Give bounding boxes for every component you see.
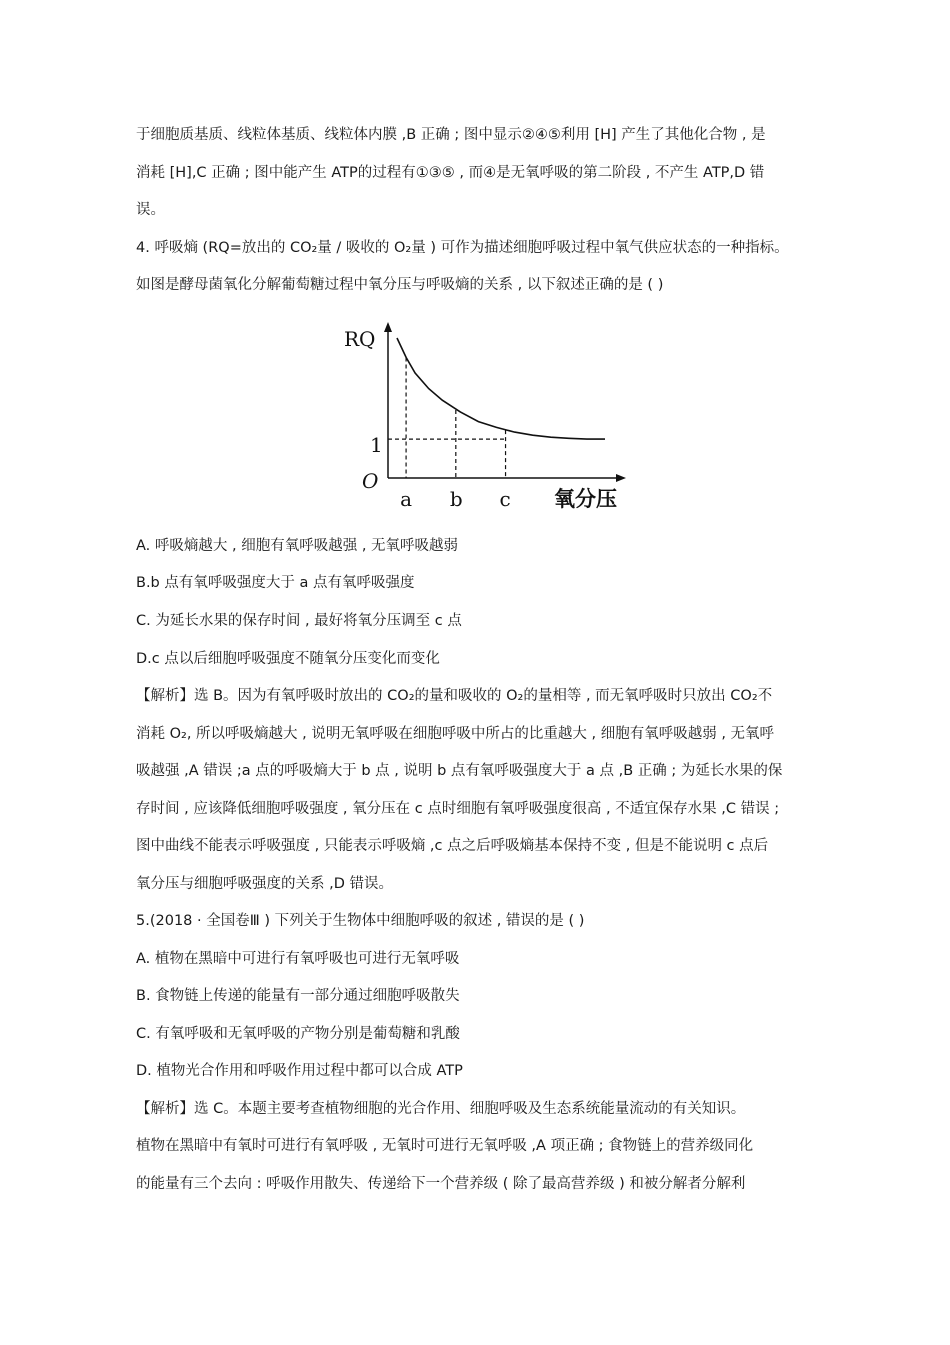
- x-point-label-b: b: [449, 487, 463, 511]
- rq-curve: [397, 338, 605, 439]
- option-a: A. 呼吸熵越大 , 细胞有氧呼吸越强 , 无氧呼吸越弱: [136, 538, 459, 554]
- x-axis-arrow: [616, 474, 626, 482]
- analysis-line: 植物在黑暗中有氧时可进行有氧呼吸 , 无氧时可进行无氧呼吸 ,A 项正确 ; 食物链上的营养级同化: [136, 1138, 754, 1154]
- analysis-line: 氧分压与细胞呼吸强度的关系 ,D 错误。: [136, 876, 393, 892]
- analysis-line: 【解析】选 C。本题主要考查植物细胞的光合作用、细胞呼吸及生态系统能量流动的有关知识。: [136, 1101, 746, 1117]
- x-point-label-a: a: [400, 487, 413, 511]
- y-axis-label: RQ: [344, 327, 376, 351]
- text-line: 消耗 [H],C 正确 ; 图中能产生 ATP的过程有①③⑤ , 而④是无氧呼吸的第二阶段 , 不产生 ATP,D 错: [136, 165, 765, 181]
- option-d: D.c 点以后细胞呼吸强度不随氧分压变化而变化: [136, 651, 440, 667]
- question-4-stem: 4. 呼吸熵 (RQ=放出的 CO₂量 / 吸收的 O₂量 ) 可作为描述细胞呼吸过程中氧气供应状态的一种指标。: [136, 240, 789, 256]
- option-a: A. 植物在黑暗中可进行有氧呼吸也可进行无氧呼吸: [136, 951, 460, 967]
- question-5-stem: 5.(2018 · 全国卷Ⅲ ) 下列关于生物体中细胞呼吸的叙述 , 错误的是 ( ): [136, 913, 585, 929]
- analysis-line: 【解析】选 B。因为有氧呼吸时放出的 CO₂的量和吸收的 O₂的量相等 , 而无氧呼吸时只放出 CO₂不: [136, 688, 773, 704]
- option-d: D. 植物光合作用和呼吸作用过程中都可以合成 ATP: [136, 1063, 463, 1079]
- x-point-label-c: c: [499, 487, 511, 511]
- y-tick-label: 1: [370, 433, 383, 457]
- option-c: C. 为延长水果的保存时间 , 最好将氧分压调至 c 点: [136, 613, 462, 629]
- analysis-line: 存时间 , 应该降低细胞呼吸强度 , 氧分压在 c 点时细胞有氧呼吸强度很高 , 不适宜保存水果 ,C 错误 ;: [136, 801, 780, 817]
- question-4-stem-2: 如图是酵母菌氧化分解葡萄糖过程中氧分压与呼吸熵的关系 , 以下叙述正确的是 ( ): [136, 277, 664, 293]
- analysis-line: 图中曲线不能表示呼吸强度 , 只能表示呼吸熵 ,c 点之后呼吸熵基本保持不变 , 但是不能说明 c 点后: [136, 838, 769, 854]
- analysis-line: 的能量有三个去向 : 呼吸作用散失、传递给下一个营养级 ( 除了最高营养级 ) 和被分解者分解利: [136, 1176, 746, 1192]
- y-axis-arrow: [384, 322, 392, 332]
- option-c: C. 有氧呼吸和无氧呼吸的产物分别是葡萄糖和乳酸: [136, 1026, 460, 1042]
- option-b: B. 食物链上传递的能量有一部分通过细胞呼吸散失: [136, 988, 460, 1004]
- rq-chart-svg: [330, 318, 640, 518]
- x-axis-label: 氧分压: [554, 487, 617, 511]
- origin-label: O: [362, 469, 379, 493]
- analysis-line: 吸越强 ,A 错误 ;a 点的呼吸熵大于 b 点 , 说明 b 点有氧呼吸强度大于 a 点 ,B 正确 ; 为延长水果的保: [136, 763, 783, 779]
- text-line: 误。: [136, 202, 165, 218]
- analysis-line: 消耗 O₂, 所以呼吸熵越大 , 说明无氧呼吸在细胞呼吸中所占的比重越大 , 细胞有氧呼吸越弱 , 无氧呼: [136, 726, 775, 742]
- option-b: B.b 点有氧呼吸强度大于 a 点有氧呼吸强度: [136, 575, 415, 591]
- rq-chart: [330, 318, 640, 518]
- text-line: 于细胞质基质、线粒体基质、线粒体内膜 ,B 正确 ; 图中显示②④⑤利用 [H] 产生了其他化合物 , 是: [136, 127, 766, 143]
